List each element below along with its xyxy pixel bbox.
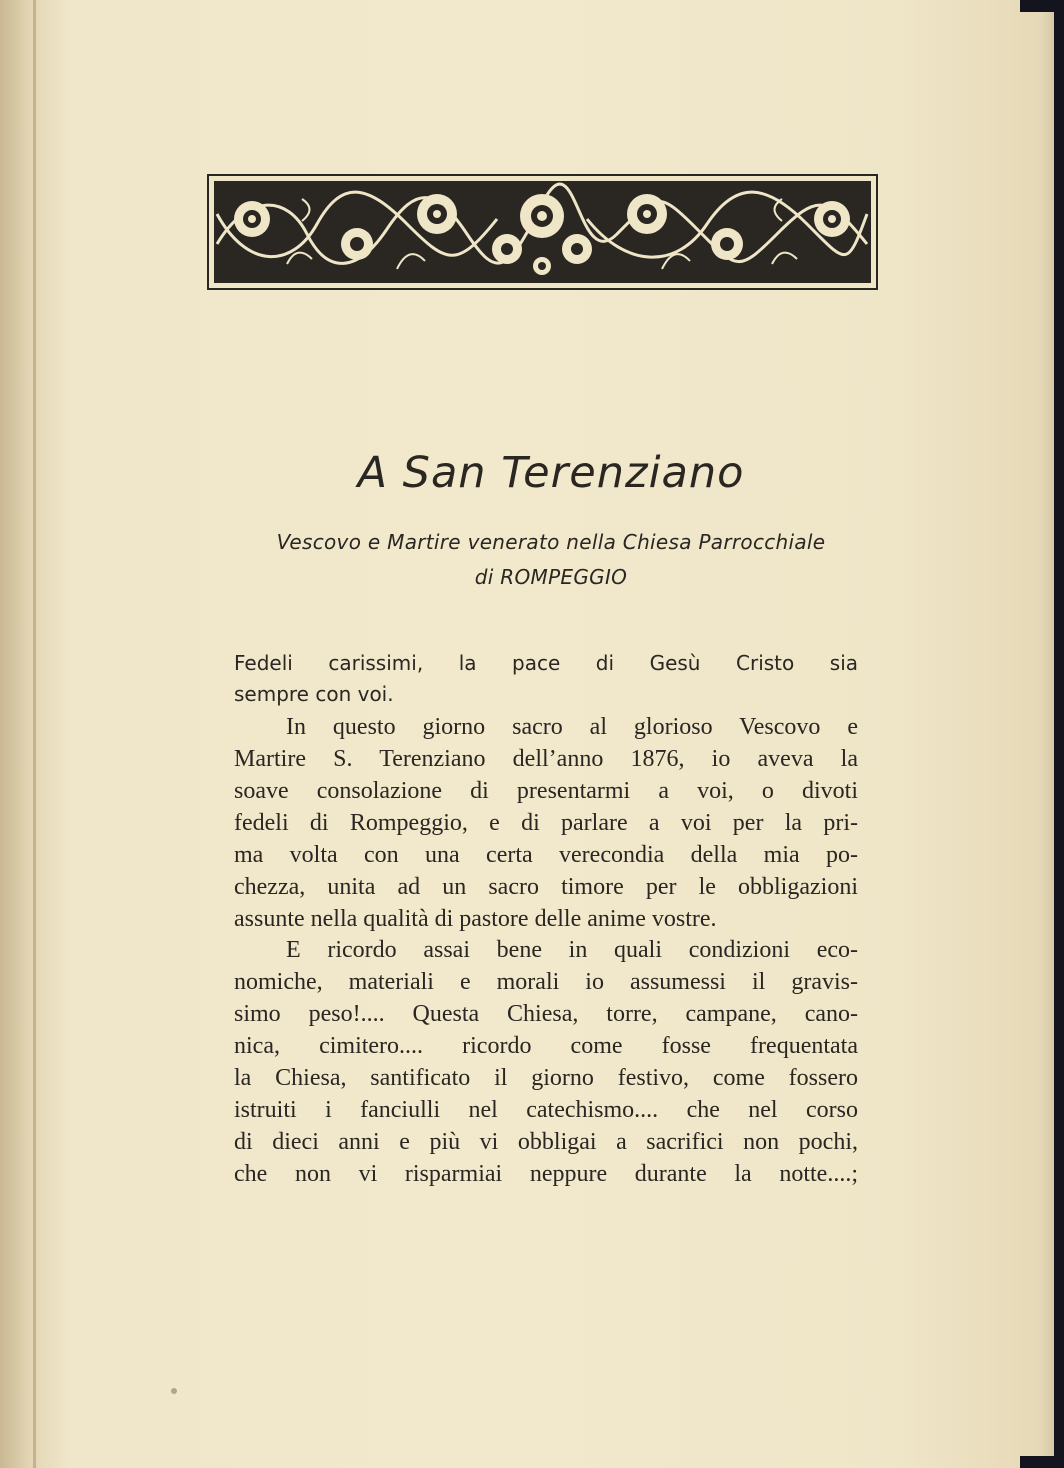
paragraph-1 [234,711,858,935]
text-line: di dieci anni e più vi obbligai a sacrifici non pochi, [234,1129,858,1155]
binding-gutter [33,0,36,1468]
text-line: assunte nella qualità di pastore delle anime vostre. [234,906,717,932]
text-line: soave consolazione di presentarmi a voi, o divoti [234,778,858,804]
text-line: nica, cimitero.... ricordo come fosse frequentata [234,1033,858,1059]
subtitle-line-1: Vescovo e Martire venerato nella Chiesa Parrocchiale [276,530,826,554]
text-line: chezza, unita ad un sacro timore per le obbligazioni [234,874,858,900]
greeting [234,648,858,710]
text-line: Martire S. Terenziano dell’anno 1876, io aveva la [234,746,858,772]
text-line: ma volta con una certa verecondia della mia po- [234,842,858,868]
text-line: fedeli di Rompeggio, e di parlare a voi per la pri- [234,810,858,836]
text-line: la Chiesa, santificato il giorno festivo, come fossero [234,1065,858,1091]
text-line: simo peso!.... Questa Chiesa, torre, campane, cano- [234,1001,858,1027]
text-line: istruiti i fanciulli nel catechismo.... che nel corso [234,1097,858,1123]
subtitle-line-2: di ROMPEGGIO [474,565,628,589]
paper-speck [171,1388,177,1394]
text-line: che non vi risparmiai neppure durante la notte....; [234,1161,858,1187]
text-line: Fedeli carissimi, la pace di Gesù Cristo sia [234,651,858,675]
text-line: In questo giorno sacro al glorioso Vescovo e [286,714,858,740]
paragraph-2 [234,934,858,1190]
scan-frame-edge [1054,0,1064,1468]
scan-frame-corner-bottom [1020,1456,1064,1468]
text-line: sempre con voi. [234,682,394,706]
scan-frame-corner-top [1020,0,1064,12]
floral-headpiece-ornament [207,174,878,290]
page-title: A San Terenziano [357,448,745,498]
text-line: E ricordo assai bene in quali condizioni eco- [286,937,858,963]
text-line: nomiche, materiali e morali io assumessi il gravis- [234,969,858,995]
